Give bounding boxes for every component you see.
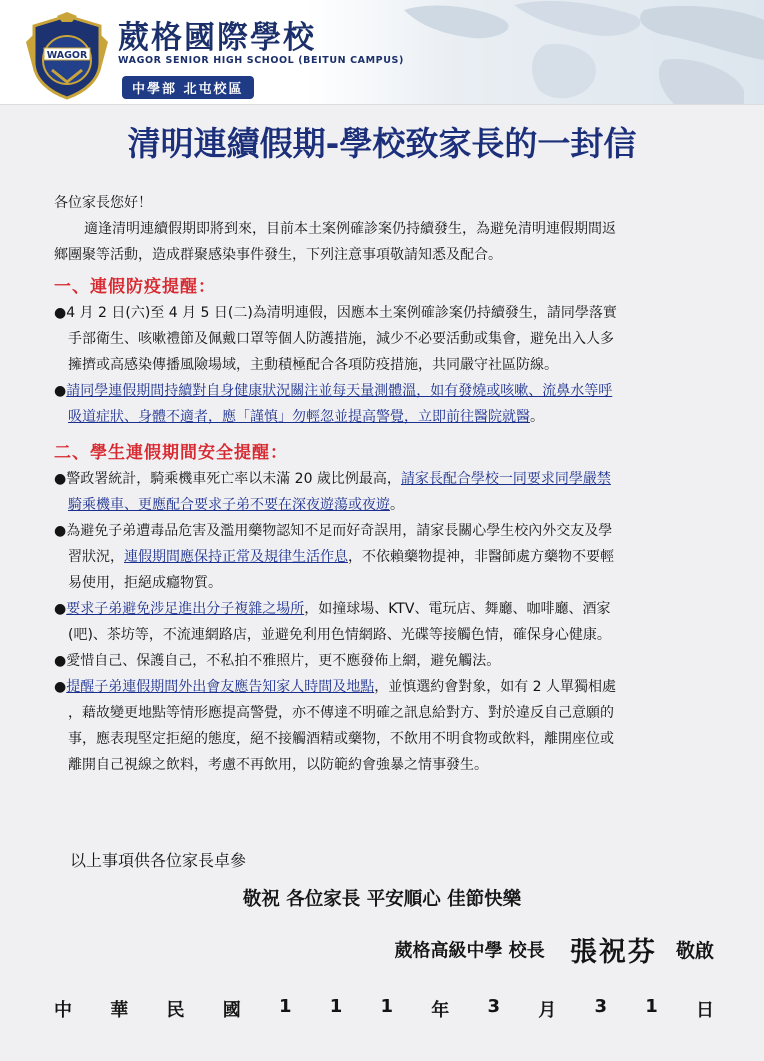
date-char: 日 — [696, 1000, 714, 1021]
letter-title: 清明連續假期-學校致家長的一封信 — [127, 124, 637, 163]
list-item-line — [54, 752, 714, 778]
list-item-line — [54, 622, 714, 648]
text-segment: ，如撞球場、KTV、電玩店、舞廳、咖啡廳、酒家 — [304, 601, 611, 617]
list-item-line — [54, 544, 714, 570]
list-item-line — [54, 326, 714, 352]
school-crest-icon — [22, 12, 112, 100]
campus-tag: 中學部 北屯校區 — [122, 76, 254, 99]
school-name-cn: 葳格國際學校 — [118, 20, 316, 56]
section2-list — [54, 466, 714, 778]
world-map-background — [344, 0, 764, 104]
list-item-line — [54, 674, 714, 700]
highlighted-notice: 要求子弟避免涉足進出分子複雜之場所 — [66, 601, 305, 617]
date-char: 民 — [166, 1000, 185, 1021]
text-segment: ，並慎選約會對象，如有 2 人單獨相處 — [374, 679, 617, 695]
intro-line: 適逢清明連續假期即將到來，目前本土案例確診案仍持續發生，為避免清明連假期間返 — [84, 221, 616, 237]
highlighted-notice: 吸道症狀、身體不適者，應「謹慎」勿輕忽並提高警覺，立即前往醫院就醫 — [68, 409, 530, 425]
signature — [395, 930, 714, 969]
date-char: 3 — [594, 996, 607, 1017]
list-item-line — [54, 596, 714, 622]
letter-body — [54, 190, 714, 778]
list-item-line — [54, 518, 714, 544]
text-segment: 。 — [390, 497, 404, 513]
text-segment: ● — [54, 679, 67, 695]
text-segment: ●為避免子弟遭毒品危害及濫用藥物認知不足而好奇誤用，請家長關心學生校內外交友及學 — [54, 523, 613, 539]
highlighted-notice: 騎乘機車、更應配合要求子弟不要在深夜遊蕩或夜遊 — [68, 497, 390, 513]
date-char: 華 — [110, 1000, 129, 1021]
date-char: 國 — [222, 1000, 241, 1021]
date-char: 3 — [487, 996, 500, 1017]
list-item-line — [54, 648, 714, 674]
list-item-line — [54, 466, 714, 492]
highlighted-notice: 請同學連假期間持續對自身健康狀況關注並每天量測體溫，如有發燒或咳嗽、流鼻水等呼 — [66, 383, 613, 399]
list-item-line — [54, 352, 714, 378]
text-segment: 易使用，拒絕成癮物質。 — [68, 575, 222, 591]
section1-list — [54, 300, 714, 430]
list-item-line — [54, 300, 714, 326]
list-item-line — [54, 726, 714, 752]
text-segment: 離開自己視線之飲料，考慮不再飲用，以防範約會強暴之情事發生。 — [68, 757, 488, 773]
letterhead — [0, 0, 764, 105]
date-char: 月 — [538, 1000, 557, 1021]
logo-text: WAGOR — [46, 50, 88, 61]
highlighted-notice: 連假期間應保持正常及規律生活作息 — [124, 549, 348, 565]
date-char: 1 — [645, 996, 658, 1017]
text-segment: ● — [54, 601, 67, 617]
text-segment: ，藉故變更地點等情形應提高警覺，亦不傳達不明確之訊息給對方、對於違反自己意願的 — [68, 705, 614, 721]
section-heading: 一、連假防疫提醒： — [54, 277, 216, 297]
blessing-line: 敬祝 各位家長 平安順心 佳節快樂 — [242, 889, 522, 910]
letter-date — [54, 996, 714, 1022]
text-segment: ●愛惜自己、保護自己，不私拍不雅照片，更不應發佈上網，避免觸法。 — [54, 653, 501, 669]
text-segment: 手部衛生、咳嗽禮節及佩戴口罩等個人防護措施，減少不必要活動或集會，避免出入人多 — [68, 331, 614, 347]
list-item-line — [54, 492, 714, 518]
signature-close: 敬啟 — [675, 940, 714, 962]
text-segment: ●4 月 2 日(六)至 4 月 5 日(二)為清明連假，因應本土案例確診案仍持續發生，請同學落實 — [54, 305, 617, 321]
date-char: 中 — [54, 1000, 72, 1021]
greeting: 各位家長您好！ — [54, 195, 152, 211]
text-segment: 事，應表現堅定拒絕的態度，絕不接觸酒精或藥物，不飲用不明食物或飲料，離開座位或 — [68, 731, 614, 747]
date-char: 1 — [278, 996, 292, 1017]
date-char: 1 — [329, 996, 343, 1017]
list-item-line — [54, 700, 714, 726]
date-char: 年 — [431, 1000, 450, 1021]
list-item-line — [54, 378, 714, 404]
section-heading: 二、學生連假期間安全提醒： — [54, 443, 288, 463]
text-segment: 擁擠或高感染傳播風險場域，主動積極配合各項防疫措施，共同嚴守社區防線。 — [68, 357, 558, 373]
list-item-line — [54, 404, 714, 430]
highlighted-notice: 請家長配合學校一同要求同學嚴禁 — [400, 471, 611, 487]
signature-school: 葳格高級中學 校長 — [394, 940, 545, 962]
closing-line: 以上事項供各位家長卓參 — [70, 851, 247, 870]
date-char: 1 — [380, 996, 393, 1017]
text-segment: 習狀況， — [68, 549, 124, 565]
signature-name: 張祝芬 — [569, 937, 657, 968]
text-segment: 。 — [530, 409, 544, 425]
text-segment: (吧)、茶坊等，不流連網路店，並避免利用色情網路、光碟等接觸色情，確保身心健康。 — [68, 627, 611, 643]
school-name-en: WAGOR SENIOR HIGH SCHOOL (BEITUN CAMPUS) — [118, 55, 404, 66]
text-segment: ，不依賴藥物提神，非醫師處方藥物不要輕 — [348, 549, 614, 565]
intro-line: 鄉團聚等活動，造成群聚感染事件發生，下列注意事項敬請知悉及配合。 — [54, 247, 502, 263]
text-segment: ● — [54, 383, 67, 399]
list-item-line — [54, 570, 714, 596]
highlighted-notice: 提醒子弟連假期間外出會友應告知家人時間及地點 — [66, 679, 375, 695]
text-segment: ●警政署統計，騎乘機車死亡率以未滿 20 歲比例最高， — [54, 471, 401, 487]
